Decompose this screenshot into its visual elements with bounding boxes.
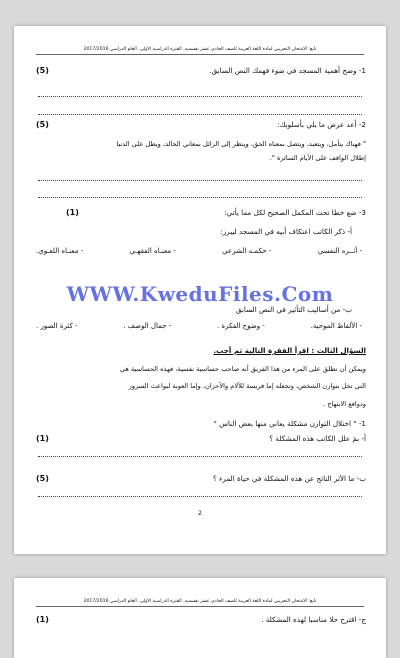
question-3-mark: (1) bbox=[66, 208, 79, 217]
answer-line bbox=[38, 96, 362, 97]
answer-line bbox=[38, 197, 362, 198]
question-3a-options bbox=[36, 247, 362, 255]
question-2-quote-line-2: إطلال الواقف على الأيام السائرة ". bbox=[269, 154, 366, 162]
exam-page-1 bbox=[14, 26, 386, 554]
answer-line bbox=[38, 496, 362, 497]
option: - معنـاه اللغـوي. bbox=[36, 247, 84, 255]
paragraph-line: التي تخل بتوازن الشخص، وتجعله إما فريسة للآلام والأحزان، وإما العوبة لبواعث السرور bbox=[128, 382, 366, 390]
question-2-mark: (5) bbox=[36, 120, 49, 129]
question-1: 1- وضح أهمية المسجد في ضوء فهمك النص السابق. bbox=[209, 66, 366, 75]
question-c: ج- اقترح حلا مناسبا لهذه المشكلة . bbox=[261, 615, 366, 624]
question-c-mark: (1) bbox=[36, 615, 49, 624]
paragraph-line: ويمكن أن نطلق على المرء من هذا الفريق أنه صاحب حساسية نفسية، فهذه الحساسية هي bbox=[119, 365, 366, 373]
question-b: ب- ما الأثر الناتج عن هذه المشكلة في حياة المرء ؟ bbox=[212, 474, 366, 483]
question-3: 3- ضع خطا تحت المكمل الصحيح لكل مما يأتي: bbox=[224, 208, 366, 217]
paragraph-line: ودوافع الابتهاج . bbox=[323, 400, 366, 408]
question-3b: ب- من أساليب التأثير في النص السابق bbox=[235, 305, 352, 314]
question-b-mark: (5) bbox=[36, 474, 49, 483]
option: - الألفاظ الموحية. bbox=[310, 322, 362, 330]
answer-line bbox=[38, 456, 362, 457]
option: - حكمـه الشرعي bbox=[222, 247, 272, 255]
option: - جمال الوصف . bbox=[123, 322, 172, 330]
item-1: 1- " اختلال التوازن مشكلة يعاني منها بعض الناس " bbox=[213, 419, 366, 428]
question-a-mark: (1) bbox=[36, 434, 49, 443]
page-header: تابع: الامتحان التجريبي لمادة اللغة العربية للصف الحادي عشر بقسميه. الفترة الدراسية الأولى. العام الدراسي 2017/2016 bbox=[36, 46, 364, 55]
question-3a: أ- ذكر الكاتب اعتكاف أبيه في المسجد ليبرز: bbox=[220, 227, 352, 236]
option: - معنـاه الفقهـي bbox=[129, 247, 176, 255]
section-3-title: السؤال الثالث : اقرأ الفقرة التالية ثم أجب. bbox=[213, 346, 366, 355]
exam-page-2 bbox=[14, 578, 386, 658]
question-2: 2- أعد عرض ما يلي بأسلوبك: bbox=[277, 120, 366, 129]
option: - وضوح الفكرة . bbox=[216, 322, 265, 330]
page-header: تابع: الامتحان التجريبي لمادة اللغة العربية للصف الحادي عشر بقسميه. الفترة الدراسية الأولى. العام الدراسي 2017/2016 bbox=[36, 598, 364, 607]
answer-line bbox=[38, 114, 362, 115]
page-number: 2 bbox=[198, 510, 202, 517]
watermark: WWW.KweduFiles.Com bbox=[66, 282, 334, 306]
question-2-quote-line-1: " فهناك يتأمل، ويتعبد، ويتصل بمعناه الحق، وينظر إلى الزائل بمعاني الخالد، ويطل على الدنيا bbox=[116, 140, 366, 148]
option: - كثرة الصور . bbox=[36, 322, 78, 330]
answer-line bbox=[38, 180, 362, 181]
option: - أثــره النفسي bbox=[317, 247, 362, 255]
question-3b-options bbox=[36, 322, 362, 330]
question-a: أ- بمَ علل الكاتب هذه المشكلة ؟ bbox=[269, 434, 366, 443]
question-1-mark: (5) bbox=[36, 66, 49, 75]
